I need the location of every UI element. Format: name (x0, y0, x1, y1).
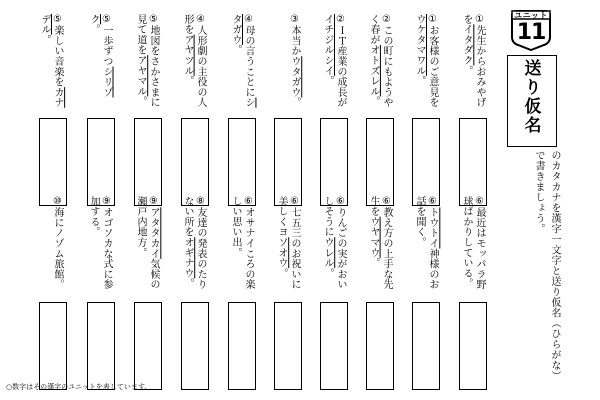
question-18 (136, 196, 160, 296)
question-17 (183, 196, 207, 296)
question-number: ⑥ (381, 196, 392, 208)
question-text-after: 気候の瀬戸内地方。 (135, 196, 159, 290)
question-5 (277, 14, 301, 114)
question-11 (462, 196, 486, 296)
question-target: アヤツル (182, 34, 193, 76)
question-target: トウトイ (427, 207, 438, 249)
answer-box[interactable] (134, 118, 162, 206)
question-target: ウタガウ (289, 56, 300, 98)
answer-box[interactable] (274, 118, 302, 206)
question-number: ⑥ (474, 196, 485, 208)
unit-label: ユニット (514, 11, 548, 20)
question-text: 楽しい音楽を (52, 25, 63, 88)
question-1 (462, 14, 486, 114)
question-text: 一歩ずつ (101, 25, 112, 67)
question-text-after: 。 (182, 278, 193, 289)
answer-box[interactable] (39, 302, 67, 390)
question-number: ① (474, 14, 485, 26)
question-text: ＩＴ産業の成長が (335, 25, 346, 108)
answer-box[interactable] (134, 302, 162, 390)
question-text-after: 。 (88, 24, 99, 35)
question-6 (231, 14, 255, 114)
question-10 (40, 14, 64, 114)
question-number: ⑥ (335, 196, 346, 208)
question-text: 友達の発表のたりない所を (182, 196, 206, 290)
question-number: ⑥ (289, 196, 300, 208)
answer-box[interactable] (228, 118, 256, 206)
instruction-line-1: のカタカナを漢字一文字と送り仮名（ひらがな） (549, 150, 560, 381)
instructions (500, 150, 560, 385)
question-text: 母の言うことに (243, 25, 254, 98)
question-number: ⑩ (52, 196, 63, 208)
answer-box[interactable] (459, 118, 487, 206)
question-14 (323, 196, 347, 296)
question-text: 地図をさかさまに見て道を (135, 14, 159, 108)
question-text-after: 。 (276, 268, 287, 279)
answer-box[interactable] (274, 302, 302, 390)
question-target: オトズレル (368, 44, 379, 97)
answer-box[interactable] (181, 302, 209, 390)
question-target: アタタカイ (148, 207, 159, 259)
question-text: 教え方の上手な先生を (368, 196, 392, 290)
answer-box[interactable] (412, 302, 440, 390)
question-20 (40, 196, 64, 296)
question-target: イチジルシイ (322, 14, 333, 76)
question-target: オギナウ (182, 237, 193, 279)
question-target: シリゾク (88, 14, 112, 98)
question-target: カナデル (39, 14, 63, 108)
question-12 (415, 196, 439, 296)
question-target: ウヤマウ (368, 216, 379, 258)
instruction-line-2: で書きましょう。 (533, 150, 544, 234)
question-15 (277, 196, 301, 296)
answer-box[interactable] (320, 118, 348, 206)
question-number: ③ (289, 14, 300, 26)
question-number: ⑤ (52, 14, 63, 26)
question-text-after: 。 (322, 268, 333, 279)
answer-box[interactable] (181, 118, 209, 206)
question-16 (231, 196, 255, 296)
question-text-after: 野球ばかりしている。 (461, 196, 485, 290)
question-text-after: 。 (135, 96, 146, 107)
question-number: ⑨ (148, 196, 159, 208)
question-number: ② (335, 14, 346, 26)
question-number: ④ (243, 14, 254, 26)
answer-box[interactable] (459, 302, 487, 390)
question-3 (369, 14, 393, 114)
question-number: ① (427, 14, 438, 26)
question-text: 先生からおみやげを (461, 14, 485, 108)
question-text: 人形劇の主役の人形を (182, 14, 206, 108)
question-text-after: 。 (414, 75, 425, 87)
question-number: ⑥ (427, 196, 438, 208)
question-number: ⑥ (243, 196, 254, 208)
question-number: ⑨ (101, 196, 112, 208)
question-8 (136, 14, 160, 114)
answer-box[interactable] (228, 302, 256, 390)
question-text: この町にもようやく春が (368, 14, 392, 108)
question-text: お客様のご意見を (427, 25, 438, 108)
question-text-after: 。 (39, 34, 50, 45)
question-target: アヤマル (135, 55, 146, 97)
answer-box[interactable] (87, 118, 115, 206)
question-target: ウケタマワル (414, 14, 425, 76)
question-text-after: 。 (461, 65, 472, 76)
question-number: ⑤ (101, 14, 112, 26)
question-text-after: 。 (368, 257, 379, 269)
question-text: オサナイころの楽しい思い出。 (230, 196, 254, 290)
question-target: シタガウ (230, 14, 254, 108)
question-target: ウレル (322, 237, 333, 269)
answer-box[interactable] (39, 118, 67, 206)
question-4 (323, 14, 347, 114)
question-text: 海にノゾム旅館。 (52, 207, 63, 290)
question-text: 最近はモッパラ (474, 207, 485, 280)
page-title: 送り仮名 (520, 59, 541, 135)
question-text: オゴソカな式に参加する。 (88, 196, 112, 290)
question-number: ⑤ (148, 14, 159, 26)
question-text-after: 。 (182, 75, 193, 87)
question-text: 七五三のお祝いに美しくヨ (276, 196, 300, 290)
question-9 (89, 14, 113, 114)
question-7 (183, 14, 207, 114)
page-title-wrap (509, 59, 553, 135)
question-text-after: 。 (289, 97, 300, 108)
question-2 (415, 14, 439, 114)
question-target: ソオウ (276, 237, 287, 269)
question-number: ⑧ (195, 196, 206, 208)
unit-number: 11 (516, 20, 546, 45)
question-text-after: 。 (368, 96, 379, 107)
question-text-after: 。 (322, 75, 333, 87)
question-13 (369, 196, 393, 296)
question-text-after: 神様のお話を聞く。 (414, 196, 438, 290)
question-number: ④ (195, 14, 206, 26)
question-text: りんごの実がおいしそうに (322, 196, 346, 290)
answer-box[interactable] (412, 118, 440, 206)
answer-box[interactable] (366, 302, 394, 390)
question-text: 本当か (289, 25, 300, 57)
answer-box[interactable] (87, 302, 115, 390)
question-target: イタダク (461, 24, 472, 66)
answer-box[interactable] (320, 302, 348, 390)
question-number: ② (381, 14, 392, 26)
question-text-after: 。 (230, 44, 241, 56)
answer-box[interactable] (366, 118, 394, 206)
footnote: ○数字はその漢字のユニットを表しています。 (6, 383, 152, 391)
question-19 (89, 196, 113, 296)
